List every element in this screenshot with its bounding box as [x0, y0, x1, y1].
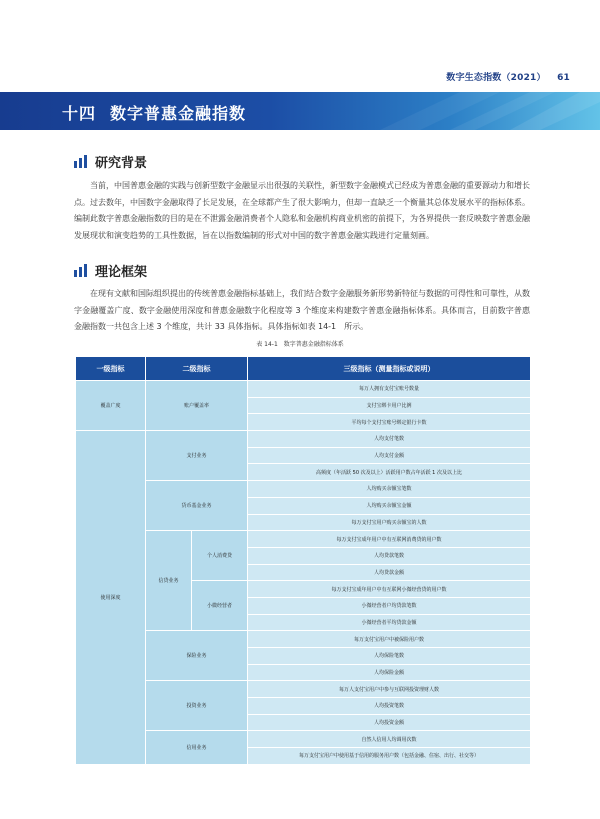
running-header-title: 数字生态指数（2021） — [446, 73, 546, 83]
background-paragraph: 当前，中国普惠金融的实践与创新型数字金融显示出很强的关联性，新型数字金融模式已经成为普惠金融的重要源动力和增长点。过去数年，中国数字金融取得了长足发展，在全球都产生了很大影响力，但却一直缺乏一个衡量其总体发展水平的指标体系。编制此数字普惠金融指数的目的是在不泄露金融消费者个人隐私和金融机构商业机密的前提下，为各界提供一套反映数字普惠金融发展现状和演变趋势的工具性数据，旨在以指数编制的形式对中国的数字普惠金融实践进行定量刻画。 — [74, 181, 530, 240]
header-level3: 三级指标（测量指标或说明） — [248, 357, 531, 381]
indicator-cell: 平均每个支付宝账号绑定银行卡数 — [248, 414, 531, 431]
indicator-cell: 每万支付宝成年用户中有互联网小微经营贷的用户数 — [248, 581, 531, 598]
level2-cell: 货币基金业务 — [146, 481, 248, 531]
indicator-cell: 人均贷款笔数 — [248, 547, 531, 564]
chapter-number: 十四 — [62, 104, 97, 123]
indicator-cell: 每万人拥有支付宝账号数量 — [248, 381, 531, 398]
indicator-table — [75, 356, 531, 765]
indicator-cell: 人均支付金额 — [248, 447, 531, 464]
indicator-cell: 每万支付宝用户中使用基于信用的服务用户数（包括金融、住宿、出行、社交等） — [248, 748, 531, 765]
header-level2: 二级指标 — [146, 357, 248, 381]
indicator-cell: 每万支付宝用户中被保险用户数 — [248, 631, 531, 648]
indicator-cell: 小微经营者户均贷款笔数 — [248, 597, 531, 614]
indicator-cell: 高频度（年活跃 50 次及以上）活跃用户数占年活跃 1 次及以上比 — [248, 464, 531, 481]
chapter-name: 数字普惠金融指数 — [110, 104, 247, 123]
level2-cell: 支付业务 — [146, 431, 248, 481]
indicator-cell: 自然人信用人均调用次数 — [248, 731, 531, 748]
section-title: 理论框架 — [95, 265, 148, 280]
section-heading-framework — [74, 261, 147, 280]
page-number: 61 — [557, 73, 570, 83]
banner-decoration — [340, 92, 600, 130]
level2-sub-cell: 小微经营者 — [192, 581, 248, 631]
indicator-cell: 支付宝绑卡用户比例 — [248, 397, 531, 414]
running-header — [438, 70, 570, 83]
indicator-cell: 每万人支付宝用户中参与互联网投资理财人数 — [248, 681, 531, 698]
chapter-banner — [0, 92, 600, 130]
indicator-cell: 人均购买余额宝金额 — [248, 497, 531, 514]
indicator-cell: 每万支付宝成年用户中有互联网消费贷的用户数 — [248, 531, 531, 548]
indicator-cell: 每万支付宝用户购买余额宝的人数 — [248, 514, 531, 531]
level2-cell: 信用业务 — [146, 731, 248, 764]
indicator-cell: 小微经营者平均贷款金额 — [248, 614, 531, 631]
section-bars-icon — [74, 156, 89, 168]
level1-cell: 使用深度 — [76, 431, 146, 765]
section-bars-icon — [74, 265, 89, 277]
header-level1: 一级指标 — [76, 357, 146, 381]
indicator-cell: 人均保险笔数 — [248, 648, 531, 665]
table-row — [76, 431, 531, 448]
indicator-cell: 人均投资金额 — [248, 714, 531, 731]
level2-cell: 账户覆盖率 — [146, 381, 248, 431]
table-row — [76, 381, 531, 398]
indicator-cell: 人均贷款金额 — [248, 564, 531, 581]
level2-cell: 投资业务 — [146, 681, 248, 731]
level2-sub-cell: 个人消费贷 — [192, 531, 248, 581]
section-heading-background — [74, 152, 147, 171]
indicator-cell: 人均购买余额宝笔数 — [248, 481, 531, 498]
level2-cell: 信贷业务 — [146, 531, 192, 631]
indicator-cell: 人均投资笔数 — [248, 698, 531, 715]
table-caption: 表 14-1 数字普惠金融指标体系 — [256, 341, 344, 348]
level2-cell: 保险业务 — [146, 631, 248, 681]
indicator-cell: 人均支付笔数 — [248, 431, 531, 448]
level1-cell: 覆盖广度 — [76, 381, 146, 431]
indicator-cell: 人均保险金额 — [248, 664, 531, 681]
chapter-title — [62, 101, 246, 124]
framework-paragraph: 在现有文献和国际组织提出的传统普惠金融指标基础上，我们结合数字金融服务新形势新特征与数据的可得性和可靠性，从数字金融覆盖广度、数字金融使用深度和普惠金融数字化程度等 3 个维度来构建数字普惠金融指标体系。具体而言，目前数字普惠金融指数一共包含上述 3 个维度，共计 33 具体指标。具体指标如表 14-1 所示。 — [74, 289, 530, 331]
table-header-row — [76, 357, 531, 381]
section-title: 研究背景 — [95, 156, 148, 171]
